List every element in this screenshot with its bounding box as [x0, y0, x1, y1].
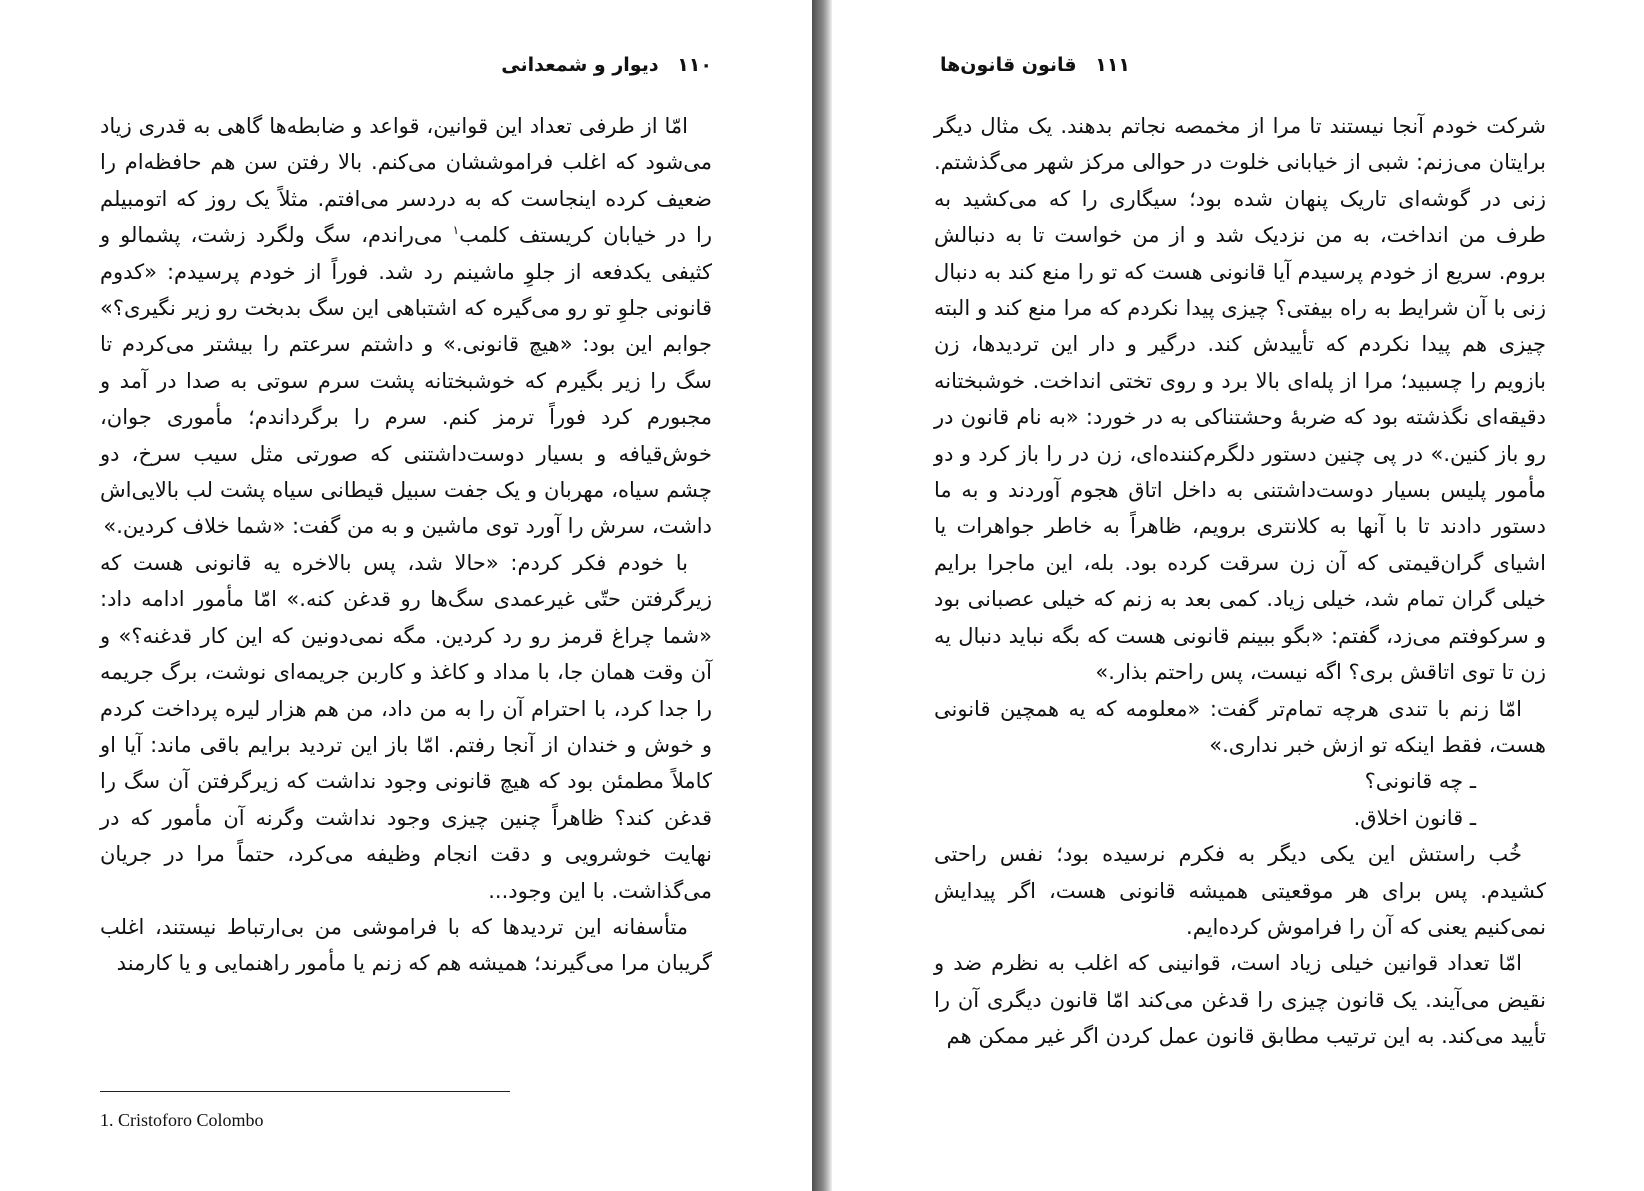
left-paragraph-1 [100, 108, 712, 545]
right-paragraph-1: شرکت خودم آنجا نیستند تا مرا از مخمصه نجاتم بدهند. یک مثال دیگر برایتان می‌زنم: شبی از خیابانی خلوت در حوالی مرکز شهر می‌گذشتم. زنی در گوشه‌ای تاریک پنهان شده بود؛ سیگاری را که می‌کشید به طرف من انداخت، به من نزدیک شد و از من خواست تا به دنبالش بروم. سریع از خودم پرسیدم آیا قانونی هست که تو را منع کند به دنبال زنی با آن شرایط به راه بیفتی؟ چیزی پیدا نکردم که مرا منع کند و البته چیزی هم پیدا نکردم که تأییدش کند. درگیر و دار این تردیدها، زن بازویم را چسبید؛ مرا از پله‌ای بالا برد و روی تختی انداخت. خوشبختانه دقیقه‌ای نگذشته بود که ضربهٔ وحشتناکی به در خورد: «به نام قانون در رو باز کنین.» در پی چنین دستور دلگرم‌کننده‌ای، زن در را باز کرد و دو مأمور پلیس بسیار دوست‌داشتنی به داخل اتاق هجوم آوردند و به ما دستور دادند تا با آنها به کلانتری برویم، ظاهراً به خاطر جواهرات یا اشیای گران‌قیمتی که آن زن سرقت کرده بود. بله، این ماجرا برایم خیلی گران تمام شد، خیلی زیاد. کمی بعد به زنم که خیلی عصبانی بود و سرکوفتم می‌زد، گفتم: «بگو ببینم قانونی هست که بگه نباید دنبال یه زن تا توی اتاقش بری؟ اگه نیست، پس راحتم بذار.» [934, 114, 1546, 685]
right-paragraph-4: امّا تعداد قوانین خیلی زیاد است، قوانینی که اغلب به نظرم ضد و نقیض می‌آیند. یک قانون چیزی را قدغن می‌کند امّا قانون دیگری آن را تأیید می‌کند. به این ترتیب مطابق قانون عمل کردن اگر غیر ممکن هم [934, 951, 1546, 1049]
left-paragraph-1-part-2: می‌راندم، سگ ولگرد زشت، پشمالو و کثیفی یکدفعه از جلوِ ماشینم رد شد. فوراً از خودم پرسیدم: «کدوم قانونی جلوِ تو رو می‌گیره که اشتباهی این سگ بدبخت رو زیر نگیری؟» جوابم این بود: «هیچ قانونی.» و داشتم سرعتم را بیشتر می‌کردم تا سگ را زیر بگیرم که خوشبختانه پشت سرم سوتی به صدا در آمد و مجبورم کرد فوراً ترمز کنم. سرم را برگرداندم؛ مأموری جوان، خوش‌قیافه و بسیار دوست‌داشتنی که صورتی مثل سیب سرخ، دو چشم سیاه، مهربان و یک جفت سبیل قیطانی سیاه پشت لب بالایی‌اش داشت، سرش را آورد توی ماشین و به من گفت: «شما خلاف کردین.» [100, 223, 712, 539]
right-dialog-line-2: ـ قانون اخلاق. [1353, 805, 1476, 830]
right-text-column [934, 108, 1546, 1055]
right-paragraph-2: امّا زنم با تندی هرچه تمام‌تر گفت: «معلومه که یه همچین قانونی هست، فقط اینکه تو ازش خبر نداری.» [934, 696, 1546, 757]
footnote-rule [100, 1091, 510, 1092]
left-paragraph-2: با خودم فکر کردم: «حالا شد، پس بالاخره یه قانونی هست که زیرگرفتن حتّی غیرعمدی سگ‌ها رو قدغن کنه.» امّا مأمور ادامه داد: «شما چراغ قرمز رو رد کردین. مگه نمی‌دونین که این کار قدغنه؟» و آن وقت همان جا، با مداد و کاغذ و کاربن جریمه‌ای نوشت، برگ جریمه را جدا کرد، با احترام آن را به من داد، من هم هزار لیره پرداخت کردم و خوش و خندان از آنجا رفتم. امّا باز این تردید برایم باقی ماند: آیا او کاملاً مطمئن بود که هیچ قانونی وجود نداشت که زیرگرفتن آن سگ را قدغن کند؟ ظاهراً چنین چیزی وجود نداشت وگرنه آن مأمور که در نهایت خوشرویی و دقت انجام وظیفه می‌کرد، حتماً مرا در جریان می‌گذاشت. با این وجود... [100, 550, 712, 903]
book-gutter [812, 0, 832, 1191]
left-running-head [501, 50, 712, 80]
right-page [832, 0, 1644, 1191]
right-running-head [940, 50, 1130, 80]
left-text-column [100, 108, 712, 982]
right-running-title: قانون قانون‌ها [940, 54, 1077, 76]
right-paragraph-3: خُب راستش این یکی دیگر به فکرم نرسیده بود؛ نفس راحتی کشیدم. پس برای هر موقعیتی همیشه قانونی هست، اگر پیدایش نمی‌کنیم یعنی که آن را فراموش کرده‌ایم. [934, 842, 1546, 939]
left-running-title: دیوار و شمعدانی [501, 54, 659, 76]
right-dialog-line-1: ـ چه قانونی؟ [1364, 769, 1476, 794]
left-page [0, 0, 812, 1191]
right-page-number: ۱۱۱ [1095, 54, 1131, 76]
left-paragraph-1-part-1: امّا از طرفی تعداد این قوانین، قواعد و ضابطه‌ها گاهی به قدری زیاد می‌شود که اغلب فراموششان می‌کنم. بالا رفتن سن هم حافظه‌ام را ضعیف کرده اینجاست که به دردسر می‌افتم. مثلاً یک روز که اتومبیلم را در خیابان کریستف کلمب [100, 114, 712, 248]
left-page-number: ۱۱۰ [677, 54, 712, 76]
footnote: 1. Cristoforo Colombo [100, 1110, 264, 1130]
left-paragraph-3: متأسفانه این تردیدها که با فراموشی من بی‌ارتباط نیستند، اغلب گریبان مرا می‌گیرند؛ همیشه هم که زنم یا مأمور راهنمایی و یا کارمند [100, 914, 712, 976]
footnote-marker: ۱ [452, 223, 460, 238]
